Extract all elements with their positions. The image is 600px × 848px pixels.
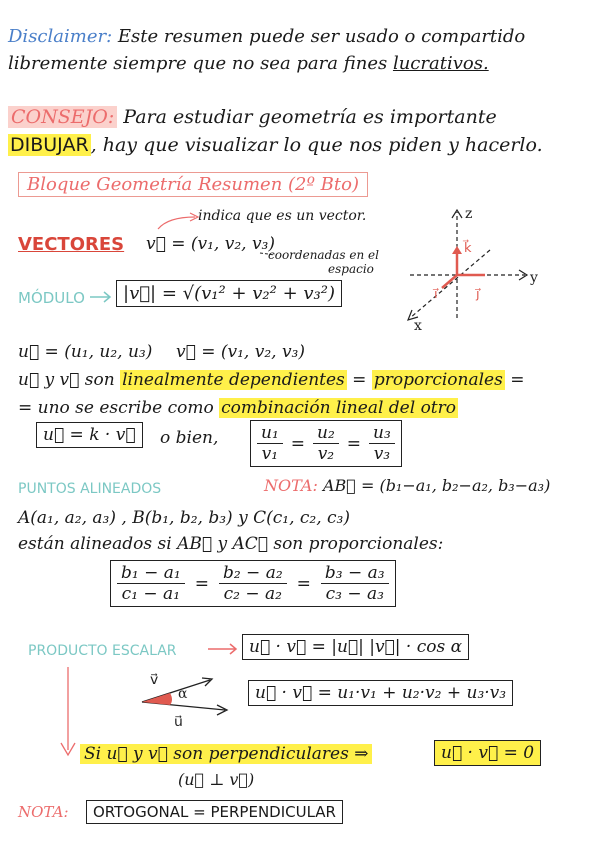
fraction-alineados-1: $\frac{\text{b₁ − a₁}}{\text{c₁ − a₁}}$: [117, 563, 185, 604]
angle-u-label: u⃗: [174, 714, 183, 730]
proporcionales: proporcionales: [373, 370, 503, 390]
alineados-heading: PUNTOS ALINEADOS: [18, 481, 162, 497]
escalar-heading: PRODUCTO ESCALAR: [28, 643, 177, 659]
disclaimer-lucrativos: lucrativos.: [392, 53, 489, 74]
note-vector: indica que es un vector.: [198, 208, 367, 224]
escalar-formula-2: u⃗ · v⃗ = u₁·v₁ + u₂·v₂ + u₃·v₃: [248, 680, 513, 706]
unit-k-label: k⃗: [464, 241, 472, 256]
disclaimer-line-1: [8, 26, 525, 47]
u-definition: u⃗ = (u₁, u₂, u₃): [18, 342, 153, 362]
perpendicular-box: u⃗ · v⃗ = 0: [434, 740, 541, 766]
unit-i-label: i⃗: [434, 287, 438, 302]
linealmente-dependientes: linealmente dependientes: [122, 370, 345, 390]
modulo-label: MÓDULO: [18, 289, 85, 307]
perpendicular-sub: (u⃗ ⊥ v⃗): [178, 770, 255, 789]
unit-j-label: j⃗: [476, 287, 480, 302]
dependencia-line-3: [18, 398, 458, 418]
consejo-line-2: [8, 134, 543, 156]
consejo-line-1: [8, 106, 497, 128]
fraction-u1-v1: $\frac{\text{u₁}}{\text{v₁}}$: [257, 423, 283, 464]
note-coords-2: espacio: [328, 262, 374, 276]
consejo-text-2: , hay que visualizar lo que nos piden y hacerlo.: [90, 134, 543, 156]
axes-diagram: [400, 200, 550, 335]
angle-alpha-label: α: [178, 686, 188, 702]
vectores-heading: VECTORES: [18, 234, 125, 255]
dibujar-word: DIBUJAR: [10, 134, 89, 156]
ab-formula: AB⃗ = (b₁−a₁, b₂−a₂, b₃−a₃): [322, 476, 551, 495]
fraction-alineados-2: $\frac{\text{b₂ − a₂}}{\text{c₂ − a₂}}$: [219, 563, 287, 604]
v-definition: v⃗ = (v₁, v₂, v₃): [176, 342, 305, 362]
modulo-arrow: [88, 290, 114, 304]
disclaimer-text-1: Este resumen puede ser usado o compartido: [117, 26, 526, 47]
vector-definition: v⃗ = (v₁, v₂, v₃): [146, 234, 275, 254]
escalar-formula-1: u⃗ · v⃗ = |u⃗| |v⃗| · cos α: [242, 634, 469, 660]
perpendicular-text: Si u⃗ y v⃗ son perpendiculares ⇒: [84, 744, 369, 764]
fraction-u2-v2: $\frac{\text{u₂}}{\text{v₂}}$: [313, 423, 339, 464]
block-title: Bloque Geometría Resumen (2º Bto): [18, 172, 368, 197]
line2-eq: =: [352, 370, 367, 390]
note-coords-1: coordenadas en el: [268, 248, 379, 262]
ortogonal-box: ORTOGONAL = PERPENDICULAR: [86, 800, 343, 824]
disclaimer-text-2: libremente siempre que no sea para fines: [8, 53, 388, 74]
ratio-alineados: $\frac{\text{b₁ − a₁}}{\text{c₁ − a₁}}$ = $\frac{\text{b₂ − a₂}}{\text{c₂ − a₂}}$ = $\frac{\text{b₃ − a₃}}{\text{c₃ − a₃}}$: [110, 560, 396, 607]
points-line: A(a₁, a₂, a₃) , B(b₁, b₂, b₃) y C(c₁, c₂, c₃): [18, 508, 350, 528]
alineados-condition: están alineados si AB⃗ y AC⃗ son proporcionales:: [18, 534, 444, 554]
line2-end: =: [510, 370, 525, 390]
consejo-text-1: Para estudiar geometría es importante: [123, 106, 497, 128]
uv-son: u⃗ y v⃗ son: [18, 370, 115, 390]
axis-y-label: y: [530, 270, 538, 286]
modulo-formula: |v⃗| = √(v₁² + v₂² + v₃²): [116, 280, 342, 307]
nota-label: NOTA:: [18, 803, 69, 821]
vectores-annotation-arrows: [140, 205, 280, 275]
disclaimer-line-2: [8, 53, 489, 74]
o-bien: o bien,: [160, 428, 219, 448]
ratio-u-v: $\frac{\text{u₁}}{\text{v₁}}$ = $\frac{\text{u₂}}{\text{v₂}}$ = $\frac{\text{u₃}}{\text{v₃}}$: [250, 420, 402, 467]
fraction-alineados-3: $\frac{\text{b₃ − a₃}}{\text{c₃ − a₃}}$: [321, 563, 389, 604]
uno-se-escribe: = uno se escribe como: [18, 398, 214, 418]
axis-x-label: x: [414, 318, 422, 334]
dependencia-line-2: [18, 370, 524, 390]
perpendicular-line: [80, 744, 372, 764]
disclaimer-label: Disclaimer:: [8, 26, 113, 47]
alineados-nota: [264, 476, 550, 495]
u-equals-kv: u⃗ = k · v⃗: [36, 422, 143, 448]
consejo-label: CONSEJO:: [8, 106, 117, 128]
angle-diagram: [130, 670, 240, 730]
combinacion-lineal: combinación lineal del otro: [221, 398, 457, 418]
angle-v-label: v⃗: [150, 672, 159, 688]
escalar-arrow: [206, 642, 240, 656]
fraction-u3-v3: $\frac{\text{u₃}}{\text{v₃}}$: [369, 423, 395, 464]
axis-z-label: z: [465, 206, 473, 222]
alineados-nota-label: NOTA:: [264, 476, 318, 495]
